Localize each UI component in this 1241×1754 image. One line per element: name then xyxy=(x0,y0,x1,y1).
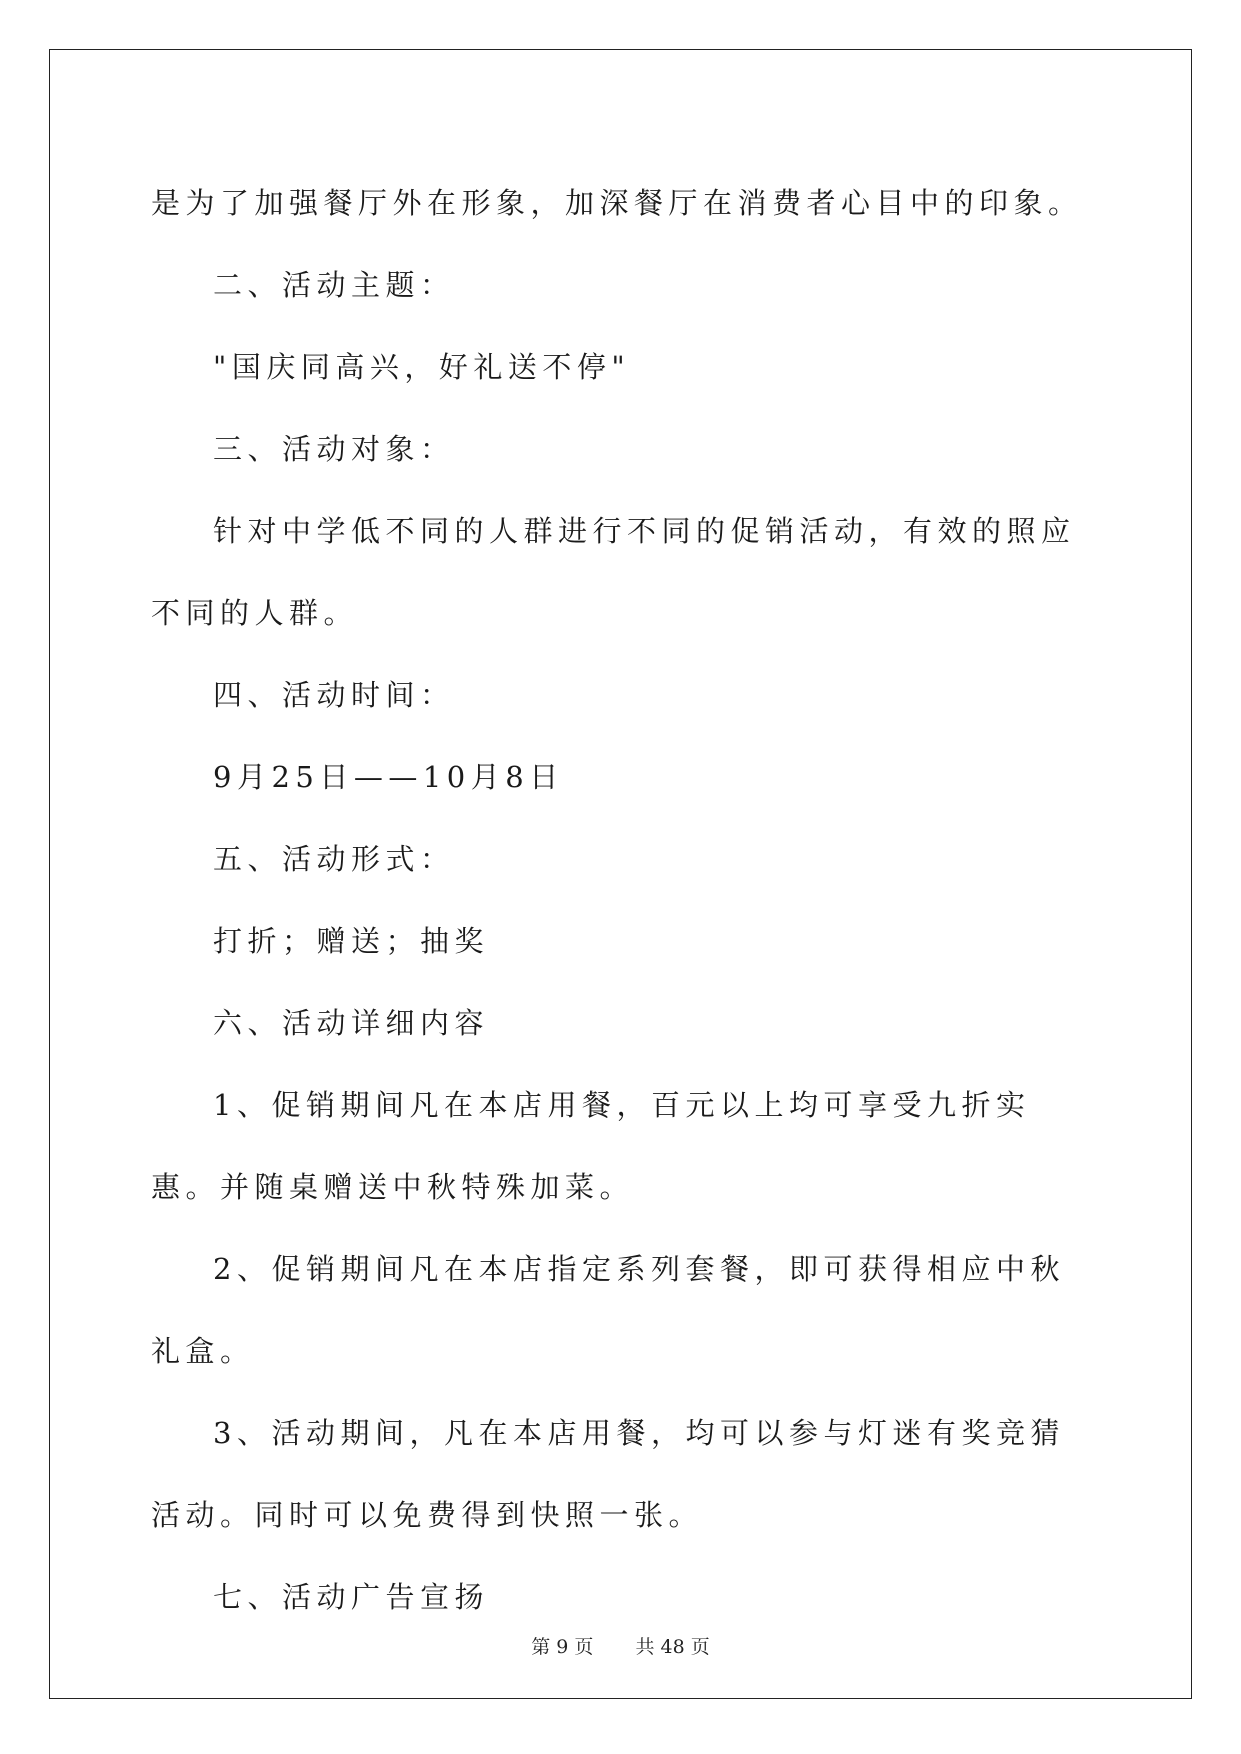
document-body xyxy=(151,162,1091,1638)
heading-activity-ads: 七、活动广告宣扬 xyxy=(213,1580,490,1614)
paragraph-detail-3: 3、活动期间，凡在本店用餐，均可以参与灯迷有奖竞猜活动。同时可以免费得到快照一张。 xyxy=(151,1416,1065,1532)
heading-activity-target: 三、活动对象： xyxy=(213,432,455,466)
paragraph-theme-slogan: "国庆同高兴，好礼送不停" xyxy=(213,350,631,384)
heading-activity-time: 四、活动时间： xyxy=(213,678,455,712)
heading-activity-details: 六、活动详细内容 xyxy=(213,1006,490,1040)
paragraph-intro-continuation: 是为了加强餐厅外在形象，加深餐厅在消费者心目中的印象。 xyxy=(151,186,1083,220)
heading-activity-form: 五、活动形式： xyxy=(213,842,455,876)
paragraph-detail-2: 2、促销期间凡在本店指定系列套餐，即可获得相应中秋礼盒。 xyxy=(151,1252,1065,1368)
paragraph-target-desc: 针对中学低不同的人群进行不同的促销活动，有效的照应不同的人群。 xyxy=(151,514,1076,630)
paragraph-form-list: 打折；赠送；抽奖 xyxy=(213,924,490,958)
paragraph-time-range: 9月25日——10月8日 xyxy=(213,760,564,794)
heading-activity-theme: 二、活动主题： xyxy=(213,268,455,302)
page-total: 共 48 页 xyxy=(635,1636,710,1658)
paragraph-detail-1: 1、促销期间凡在本店用餐，百元以上均可享受九折实惠。并随桌赠送中秋特殊加菜。 xyxy=(151,1088,1031,1204)
page-number: 第 9 页 xyxy=(531,1636,594,1658)
page-footer xyxy=(0,1632,1241,1659)
